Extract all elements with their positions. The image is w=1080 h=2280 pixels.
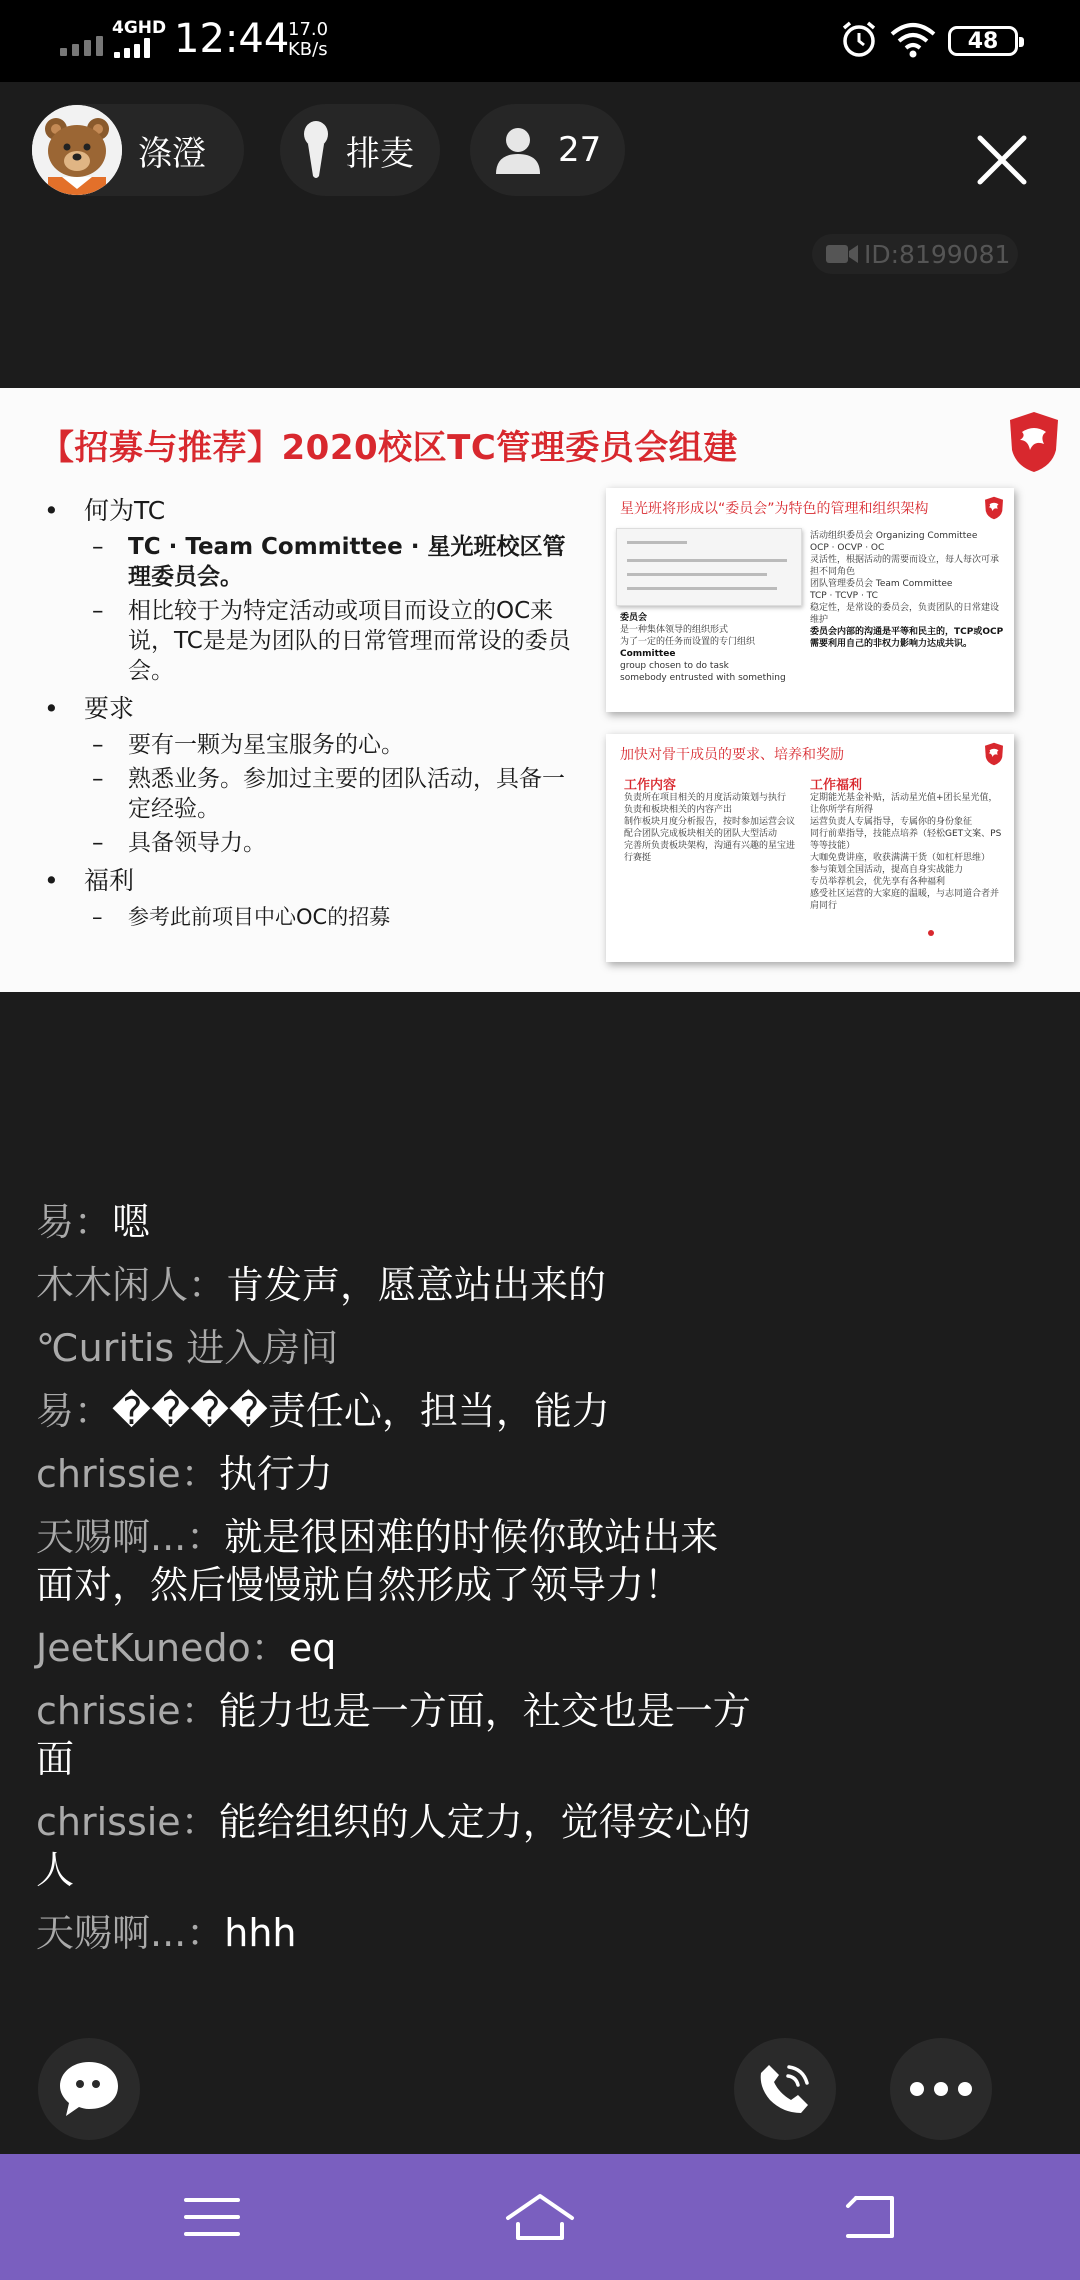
- chat-message: [36, 1198, 756, 1246]
- chat-message: [36, 1324, 756, 1372]
- tiny-line: 团队管理委员会 Team Committee: [810, 579, 953, 589]
- bullet-text: TC · Team Committee · 星光班校区管理委员会。: [128, 534, 566, 590]
- status-bar: [0, 0, 1080, 82]
- message-text: 嗯: [112, 1200, 151, 1244]
- bear-avatar-icon: [32, 105, 122, 195]
- bullet-heading: • 福利: [40, 864, 580, 898]
- chat-message: [36, 1450, 756, 1498]
- chat-message-list[interactable]: [36, 1198, 756, 1972]
- alarm-icon: [840, 20, 878, 58]
- tiny-line: 负责和板块相关的内容产出: [624, 805, 733, 815]
- signal-icon-sim2: [60, 22, 103, 56]
- network-type: 4GHD: [112, 18, 167, 38]
- bullet-item: – 相比较于为特定活动或项目而设立的OC来说，TC是是为团队的日常管理而常设的委员会。: [40, 596, 580, 686]
- chat-bubble-icon: [58, 2060, 120, 2118]
- network-speed: [288, 20, 328, 60]
- tiny-line: 是一种集体领导的组织形式: [620, 625, 729, 635]
- tiny-line: 大咖免费讲座，收获满满干货（如杠杆思维）: [810, 853, 991, 863]
- chat-message: [36, 1624, 756, 1672]
- chat-message: [36, 1261, 756, 1309]
- tiny-line: 制作板块月度分析报告，按时参加运营会议: [624, 817, 796, 827]
- card-title: 加快对骨干成员的要求、培养和奖励: [620, 747, 844, 763]
- bullet-item: – 熟悉业务。参加过主要的团队活动，具备一定经验。: [40, 764, 580, 824]
- message-text: eq: [288, 1626, 337, 1670]
- bullet-heading: • 何为TC: [40, 494, 580, 528]
- battery-level: 48: [967, 28, 999, 54]
- speed-value: 17.0: [288, 19, 329, 40]
- bullet-text: 参考此前项目中心OC的招募: [128, 905, 391, 929]
- tiny-line: 定期能光基金补贴，活动星光值+团长星光值，让你所学有所得: [810, 793, 998, 815]
- mic-queue-button[interactable]: [280, 104, 440, 196]
- tiny-line: 专员举荐机会，优先享有各种福利: [810, 877, 946, 887]
- host-profile-pill[interactable]: [32, 104, 244, 196]
- bullet-text: 要有一颗为星宝服务的心。: [128, 732, 404, 758]
- video-camera-icon: [826, 243, 858, 265]
- message-user: 天赐啊...：: [36, 1515, 225, 1559]
- room-id-badge: [812, 234, 1018, 274]
- slide-bullets: [40, 488, 580, 932]
- message-user: JeetKunedo：: [36, 1626, 289, 1670]
- bullet-item: – 具备领导力。: [92, 830, 266, 856]
- bullet-item: – TC · Team Committee · 星光班校区管理委员会。: [40, 532, 580, 592]
- slide-title: 【招募与推荐】2020校区TC管理委员会组建: [40, 428, 738, 468]
- message-user: chrissie：: [36, 1452, 219, 1496]
- bullet-text: 相比较于为特定活动或项目而设立的OC来说，TC是是为团队的日常管理而常设的委员会。: [128, 598, 571, 684]
- section-heading: 何为TC: [84, 496, 166, 525]
- tiny-line: 负责所在项目相关的月度活动策划与执行: [624, 793, 787, 803]
- chat-message: [36, 1687, 756, 1783]
- tiny-line: 活动组织委员会 Organizing Committee: [810, 531, 978, 541]
- audience-count: 27: [558, 130, 602, 170]
- card-col2-text: [810, 792, 1006, 912]
- chat-message: [36, 1909, 756, 1957]
- phone-icon: [755, 2059, 815, 2119]
- card-left-text: [620, 612, 810, 684]
- slide-thumbnail-requirements: [606, 734, 1014, 962]
- close-icon[interactable]: [972, 130, 1032, 190]
- chat-button[interactable]: [38, 2038, 140, 2140]
- pointer-dot: [928, 930, 934, 936]
- tiny-line: 运营负责人专属指导，专属你的身份象征: [810, 817, 973, 827]
- tiny-line: 委员会: [620, 613, 648, 623]
- message-user: chrissie：: [36, 1800, 219, 1844]
- tiny-line: 为了一定的任务而设置的专门组织: [620, 637, 756, 647]
- tiny-line: 同行前辈指导，技能点培养（轻松GET文案、PS等等技能）: [810, 829, 1002, 851]
- card-col1-title: 工作内容: [624, 778, 677, 793]
- message-user: chrissie：: [36, 1689, 219, 1733]
- msi-dragon-logo-icon: [984, 742, 1004, 766]
- card-col1-text: [624, 792, 800, 864]
- call-button[interactable]: [734, 2038, 836, 2140]
- avatar[interactable]: [32, 105, 122, 195]
- tiny-line: 配合团队完成板块相关的团队大型活动: [624, 829, 778, 839]
- msi-dragon-logo-icon: [1008, 410, 1060, 474]
- message-text: ����责任心，担当，能力: [112, 1389, 610, 1433]
- message-user: 易：: [36, 1200, 113, 1244]
- msi-dragon-logo-icon: [984, 496, 1004, 520]
- signal-icon-sim1: [114, 38, 150, 58]
- clock: 12:44: [174, 16, 290, 62]
- message-user: 天赐啊...：: [36, 1911, 225, 1955]
- tiny-line: somebody entrusted with something: [620, 673, 786, 683]
- message-text: 执行力: [218, 1452, 333, 1496]
- tiny-line: 稳定性，是常设的委员会，负责团队的日常建设维护: [810, 603, 1000, 625]
- shared-slide: [0, 388, 1080, 992]
- tiny-line: Committee: [620, 649, 676, 659]
- wifi-icon: [890, 22, 936, 58]
- tiny-line: 感受社区运营的大家庭的温暖，与志同道合者并肩同行: [810, 889, 1000, 911]
- tiny-line: 参与策划全国活动，提高自身实战能力: [810, 865, 964, 875]
- battery-icon: [948, 26, 1018, 56]
- person-icon: [492, 124, 544, 176]
- bullet-item: – 参考此前项目中心OC的招募: [40, 902, 580, 932]
- more-dots-icon: [909, 2081, 973, 2097]
- audience-count-button[interactable]: [470, 104, 625, 196]
- back-icon[interactable]: [840, 2192, 900, 2242]
- message-user: 木木闲人：: [36, 1263, 227, 1307]
- message-text: 能给组织的人定力，觉得安心的人: [36, 1800, 751, 1892]
- bullet-item: – 要有一颗为星宝服务的心。: [92, 732, 404, 758]
- tiny-line: 委员会内部的沟通是平等和民主的，TCP或OCP需要利用自己的非权力影响力达成共识。: [810, 627, 1004, 649]
- tiny-line: 灵活性，根据活动的需要而设立，每人每次可承担不同角色: [810, 555, 1000, 577]
- card-title: 星光班将形成以“委员会”为特色的管理和组织架构: [620, 501, 929, 517]
- message-text: 就是很困难的时候你敢站出来面对，然后慢慢就自然形成了领导力！: [36, 1515, 719, 1607]
- speed-unit: KB/s: [288, 39, 328, 60]
- section-heading: 福利: [84, 866, 135, 895]
- more-button[interactable]: [890, 2038, 992, 2140]
- home-icon[interactable]: [504, 2192, 576, 2242]
- bullet-heading: • 要求: [40, 692, 580, 726]
- bullet-text: 熟悉业务。参加过主要的团队活动，具备一定经验。: [128, 766, 565, 822]
- card-col2-title: 工作福利: [810, 778, 863, 793]
- tiny-line: TCP · TCVP · TC: [810, 591, 878, 601]
- mic-queue-label: 排麦: [346, 133, 414, 174]
- message-text: 能力也是一方面，社交也是一方面: [36, 1689, 751, 1781]
- system-navigation-bar: [0, 2154, 1080, 2280]
- chat-message: [36, 1798, 756, 1894]
- slide-thumbnail-structure: [606, 488, 1014, 712]
- chat-message: [36, 1387, 756, 1435]
- tiny-line: 完善所负责板块架构，沟通有兴趣的星宝进行赛挺: [624, 841, 796, 863]
- tiny-line: group chosen to do task: [620, 661, 729, 671]
- chat-message: [36, 1513, 756, 1609]
- microphone-icon: [296, 120, 336, 180]
- host-name: 涤澄: [138, 133, 206, 174]
- room-id: ID:8199081: [864, 239, 1011, 269]
- message-text: 肯发声，愿意站出来的: [226, 1263, 607, 1307]
- tiny-line: OCP · OCVP · OC: [810, 543, 885, 553]
- message-text: hhh: [224, 1911, 297, 1955]
- section-heading: 要求: [84, 694, 135, 723]
- bullet-text: 具备领导力。: [128, 830, 266, 856]
- menu-icon[interactable]: [182, 2192, 242, 2242]
- card-right-text: [810, 530, 1006, 650]
- system-message-text: ℃uritis 进入房间: [36, 1326, 339, 1370]
- embedded-screenshot: [616, 528, 802, 606]
- message-user: 易：: [36, 1389, 113, 1433]
